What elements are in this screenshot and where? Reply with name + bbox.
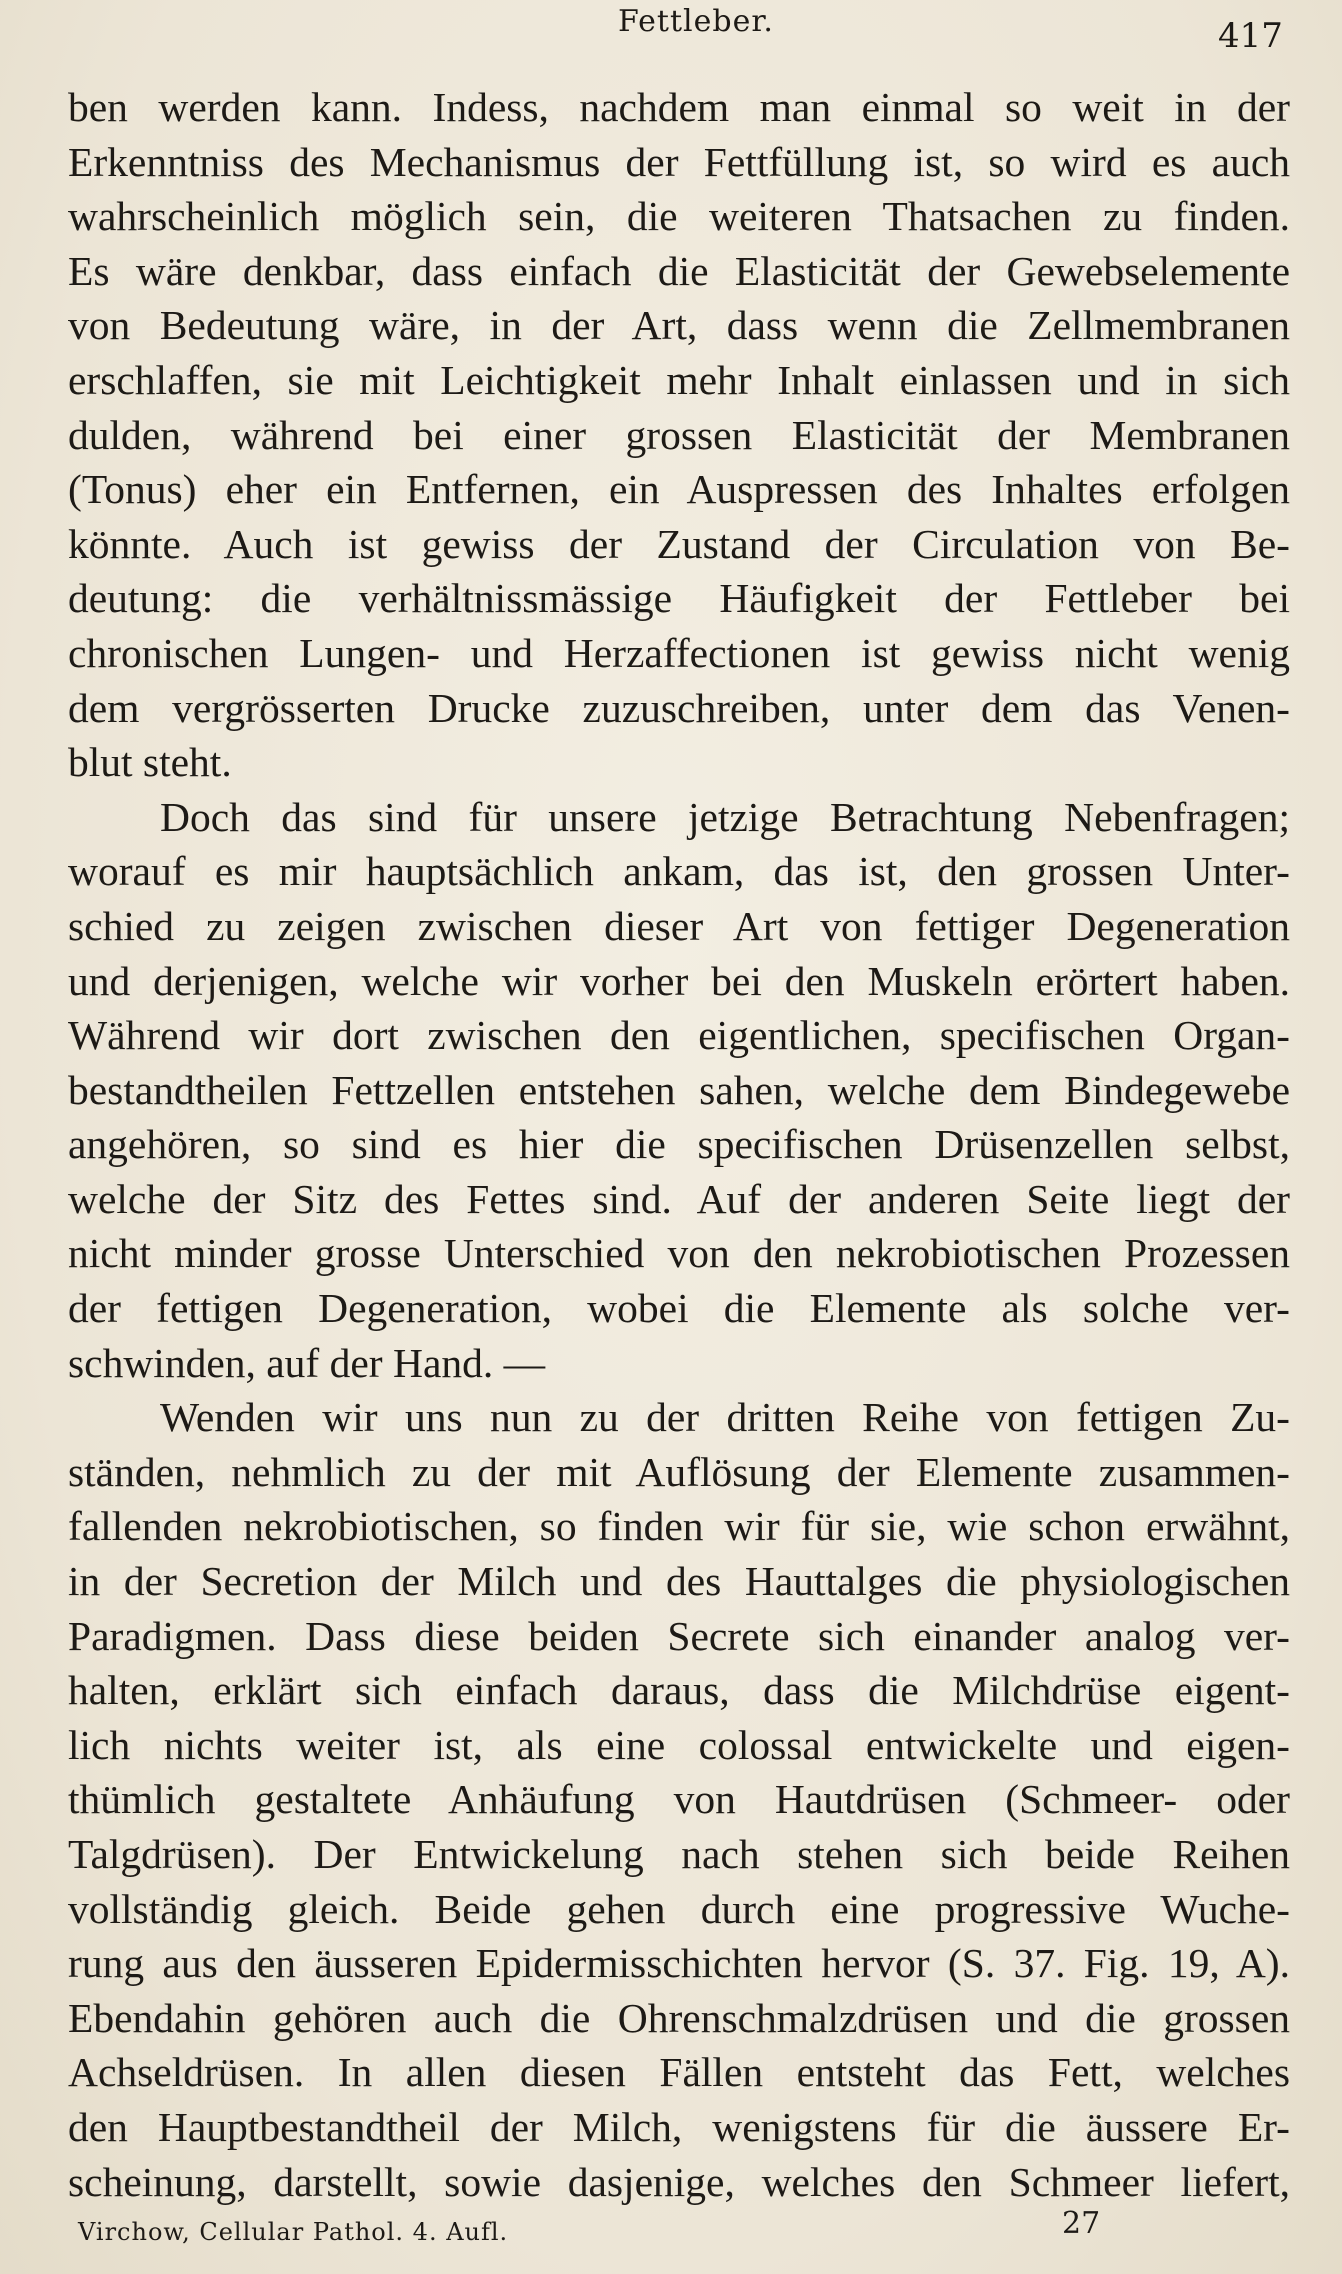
- text-line: chronischen Lungen- und Herzaffectionen ist gewiss nicht wenig: [68, 629, 1290, 676]
- paragraph-start-line: Doch das sind für unsere jetzige Betrachtung Nebenfragen;: [160, 793, 1290, 840]
- page-footer: [0, 2206, 1342, 2266]
- text-line: rung aus den äusseren Epidermisschichten hervor (S. 37. Fig. 19, A).: [68, 1940, 1290, 1987]
- text-line: den Hauptbestandtheil der Milch, wenigstens für die äussere Er-: [68, 2103, 1290, 2150]
- text-line: von Bedeutung wäre, in der Art, dass wenn die Zellmembranen: [68, 302, 1290, 349]
- text-line: in der Secretion der Milch und des Hauttalges die physiologischen: [68, 1558, 1290, 1605]
- paragraph-start-line: Wenden wir uns nun zu der dritten Reihe von fettigen Zu-: [160, 1394, 1290, 1441]
- text-line: lich nichts weiter ist, als eine colossal entwickelte und eigen-: [68, 1721, 1290, 1768]
- text-line: schied zu zeigen zwischen dieser Art von fettiger Degeneration: [68, 902, 1290, 949]
- running-head: Fettleber.: [618, 4, 774, 39]
- signature-mark: 27: [1062, 2206, 1101, 2241]
- text-line: Paradigmen. Dass diese beiden Secrete sich einander analog ver-: [68, 1612, 1290, 1659]
- text-line: bestandtheilen Fettzellen entstehen sahen, welche dem Bindegewebe: [68, 1066, 1290, 1113]
- page-number: 417: [1218, 16, 1283, 56]
- text-line: nicht minder grosse Unterschied von den nekrobiotischen Prozessen: [68, 1230, 1290, 1277]
- text-line: Achseldrüsen. In allen diesen Fällen entsteht das Fett, welches: [68, 2049, 1290, 2096]
- text-line: ständen, nehmlich zu der mit Auflösung der Elemente zusammen-: [68, 1448, 1290, 1495]
- text-line: scheinung, darstellt, sowie dasjenige, welches den Schmeer liefert,: [68, 2158, 1290, 2205]
- text-line: wahrscheinlich möglich sein, die weiteren Thatsachen zu finden.: [68, 193, 1290, 240]
- page-header: [0, 4, 1342, 64]
- text-line: erschlaffen, sie mit Leichtigkeit mehr Inhalt einlassen und in sich: [68, 356, 1290, 403]
- text-line: halten, erklärt sich einfach daraus, dass die Milchdrüse eigent-: [68, 1667, 1290, 1714]
- text-line: dulden, während bei einer grossen Elasticität der Membranen: [68, 411, 1290, 458]
- text-line: vollständig gleich. Beide gehen durch eine progressive Wuche-: [68, 1885, 1290, 1932]
- text-line: worauf es mir hauptsächlich ankam, das ist, den grossen Unter-: [68, 848, 1290, 895]
- text-line: angehören, so sind es hier die specifischen Drüsenzellen selbst,: [68, 1121, 1290, 1168]
- text-line: könnte. Auch ist gewiss der Zustand der Circulation von Be-: [68, 520, 1290, 567]
- text-line: Während wir dort zwischen den eigentlichen, specifischen Organ-: [68, 1012, 1290, 1059]
- text-line: deutung: die verhältnissmässige Häufigkeit der Fettleber bei: [68, 575, 1290, 622]
- text-line: Erkenntniss des Mechanismus der Fettfüllung ist, so wird es auch: [68, 138, 1290, 185]
- text-line: fallenden nekrobiotischen, so finden wir für sie, wie schon erwähnt,: [68, 1503, 1290, 1550]
- footer-citation: Virchow, Cellular Pathol. 4. Aufl.: [78, 2218, 509, 2246]
- paragraph-end-line: schwinden, auf der Hand. —: [68, 1339, 546, 1386]
- text-line: der fettigen Degeneration, wobei die Elemente als solche ver-: [68, 1285, 1290, 1332]
- text-line: Ebendahin gehören auch die Ohrenschmalzdrüsen und die grossen: [68, 1994, 1290, 2041]
- text-line: welche der Sitz des Fettes sind. Auf der anderen Seite liegt der: [68, 1175, 1290, 1222]
- text-line: Talgdrüsen). Der Entwickelung nach stehen sich beide Reihen: [68, 1831, 1290, 1877]
- text-line: (Tonus) eher ein Entfernen, ein Auspressen des Inhaltes erfolgen: [68, 466, 1290, 513]
- text-line: Es wäre denkbar, dass einfach die Elasticität der Gewebselemente: [68, 247, 1290, 294]
- text-line: ben werden kann. Indess, nachdem man einmal so weit in der: [68, 84, 1290, 130]
- text-line: dem vergrösserten Drucke zuzuschreiben, unter dem das Venen-: [68, 684, 1290, 731]
- paragraph-end-line: blut steht.: [68, 739, 232, 786]
- text-line: und derjenigen, welche wir vorher bei den Muskeln erörtert haben.: [68, 957, 1290, 1004]
- text-line: thümlich gestaltete Anhäufung von Hautdrüsen (Schmeer- oder: [68, 1776, 1290, 1823]
- body-text: [68, 80, 1290, 2209]
